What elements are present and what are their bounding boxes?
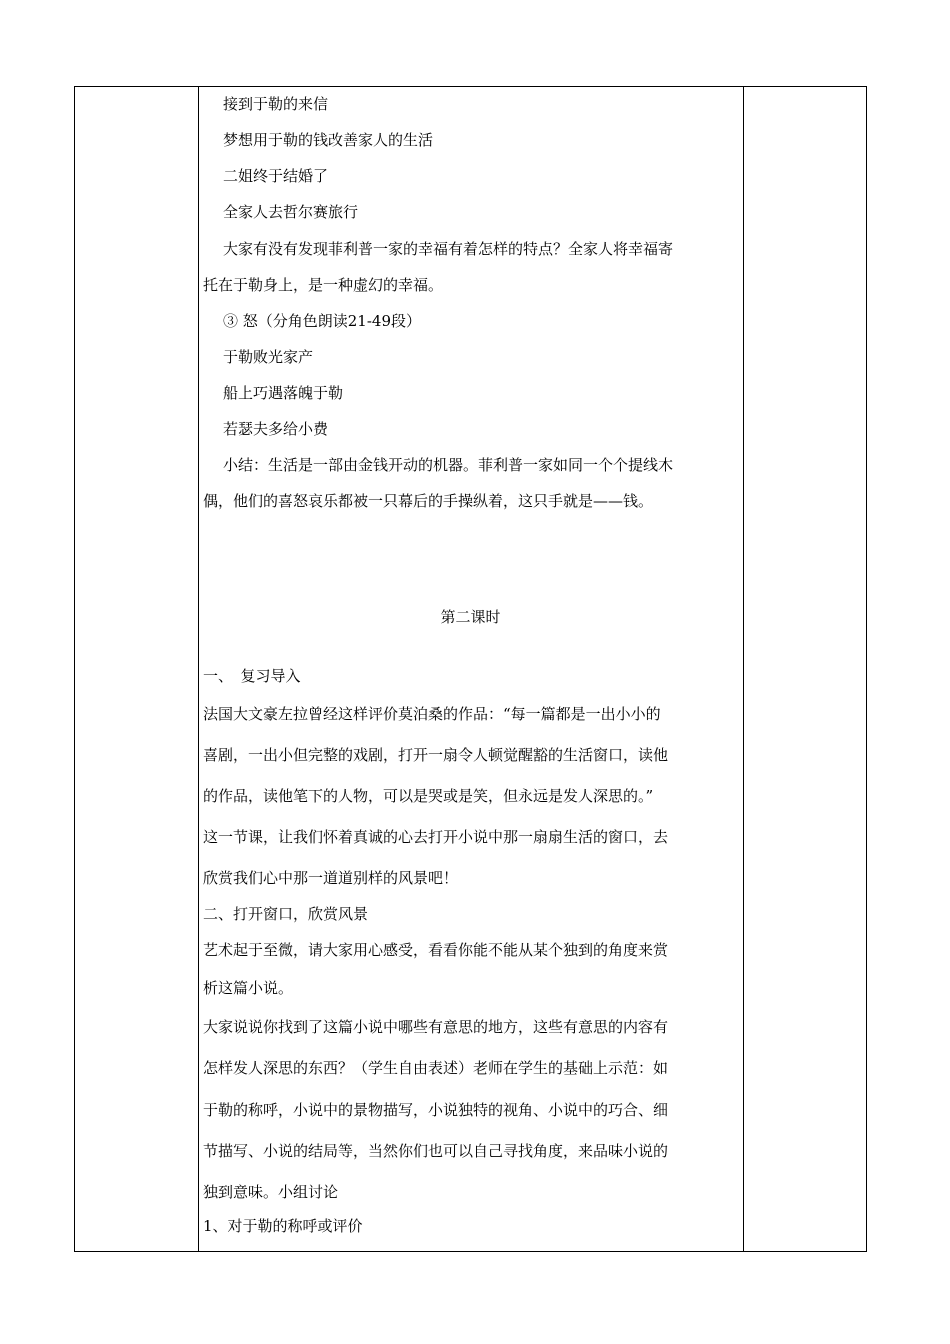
section-heading: 一、 复习导入 [203,667,301,685]
text-line: 析这篇小说。 [203,979,294,997]
section-title: 第二课时 [440,608,501,626]
text-line: 1、对于勒的称呼或评价 [203,1217,363,1235]
text-line: 喜剧，一出小但完整的戏剧，打开一扇令人顿觉醒豁的生活窗口，读他 [203,746,669,764]
text-line: 梦想用于勒的钱改善家人的生活 [223,131,434,149]
text-line: 大家有没有发现菲利普一家的幸福有着怎样的特点？全家人将幸福寄 [223,240,674,258]
text-line: 若瑟夫多给小费 [223,420,329,438]
text-line: 艺术起于至微，请大家用心感受，看看你能不能从某个独到的角度来赏 [203,941,669,959]
text-line: ③ 怒（分角色朗读21-49段） [223,312,422,330]
text-line: 接到于勒的来信 [223,95,329,113]
text-line: 法国大文豪左拉曾经这样评价莫泊桑的作品：“每一篇都是一出小小的 [203,705,661,723]
text-line: 怎样发人深思的东西？（学生自由表述）老师在学生的基础上示范：如 [203,1059,669,1077]
text-line: 的作品，读他笔下的人物，可以是哭或是笑，但永远是发人深思的。” [203,787,654,805]
text-line: 节描写、小说的结局等，当然你们也可以自己寻找角度，来品味小说的 [203,1142,669,1160]
text-line: 小结：生活是一部由金钱开动的机器。菲利普一家如同一个个提线木 [223,456,674,474]
text-line: 托在于勒身上，是一种虚幻的幸福。 [203,276,444,294]
text-line: 大家说说你找到了这篇小说中哪些有意思的地方，这些有意思的内容有 [203,1018,669,1036]
text-line: 独到意味。小组讨论 [203,1183,339,1201]
section-heading: 二、打开窗口，欣赏风景 [203,905,369,923]
text-line: 欣赏我们心中那一道道别样的风景吧！ [203,869,459,887]
column-divider-left [198,87,199,1251]
text-line: 这一节课，让我们怀着真诚的心去打开小说中那一扇扇生活的窗口，去 [203,828,669,846]
text-line: 偶，他们的喜怒哀乐都被一只幕后的手操纵着，这只手就是——钱。 [203,492,654,510]
text-line: 于勒的称呼，小说中的景物描写，小说独特的视角、小说中的巧合、细 [203,1101,669,1119]
text-line: 二姐终于结婚了 [223,167,329,185]
text-line: 船上巧遇落魄于勒 [223,384,344,402]
text-line: 全家人去哲尔赛旅行 [223,203,359,221]
column-divider-right [743,87,744,1251]
text-line: 于勒败光家产 [223,348,314,366]
